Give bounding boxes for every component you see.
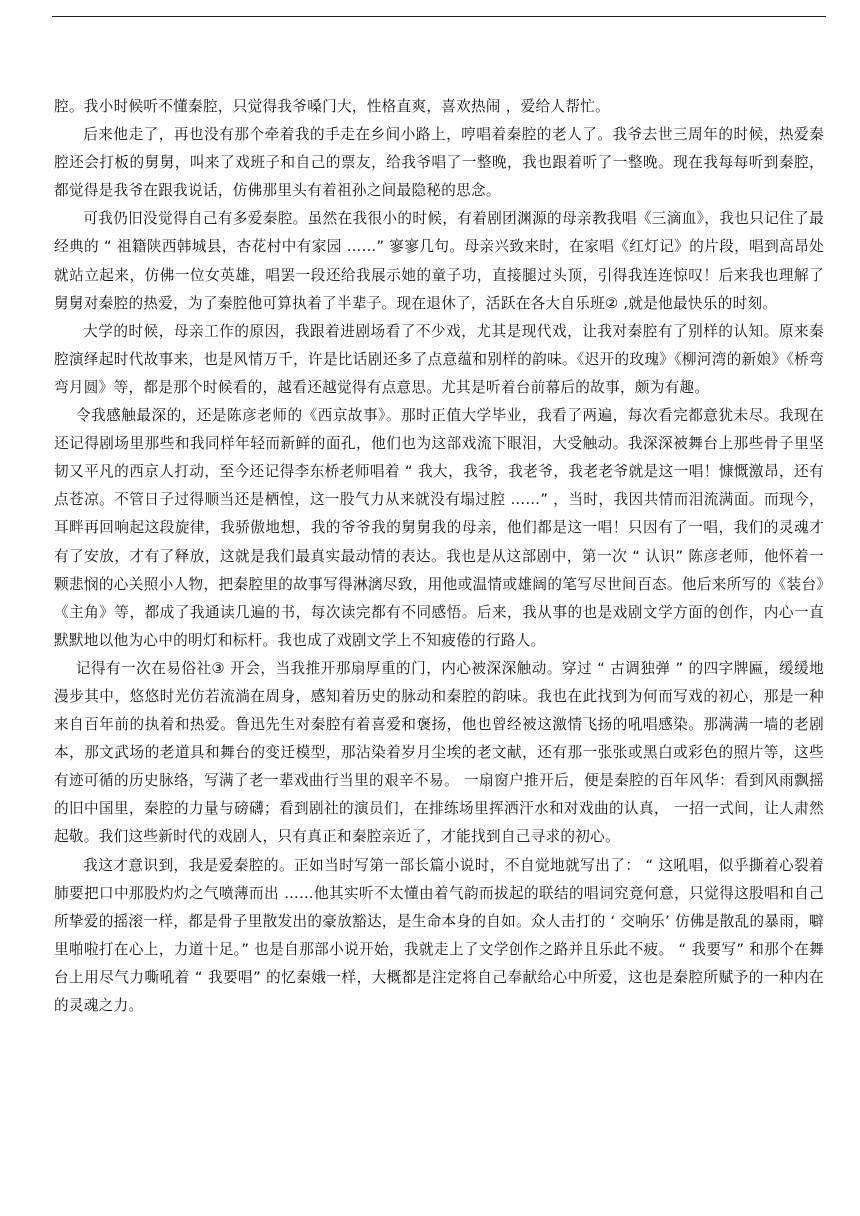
paragraph-1: 腔。我小时候听不懂秦腔，只觉得我爷嗓门大，性格直爽，喜欢热闹 ，爱给人帮忙。 (54, 98, 611, 115)
paragraph-7: 我这才意识到，我是爱秦腔的。正如当时写第一部长篇小说时，不自觉地就写出了： “ 这吼唱，似乎撕着心裂着肺要把口中那股灼灼之气喷薄而出 ……他其实听不太懂由着气韵而拔起的联结的唱词究竟何意，只觉得这股唱和自己所挚爱的摇滚一样，都是骨子里散发出的豪放豁达，是生命本身的自如。众人击打的 ‘ 交响乐’ 仿佛是散乱的暴雨，噼里啪啦打在心上，力道十足。” 也是自那部小说开始，我就走上了文学创作之路并且乐此不疲。 “ 我要写” 和那个在舞台上用尽气力嘶吼着 “ 我要唱” 的忆秦娥一样，大概都是注定将自己奉献给心中所爱，这也是秦腔所赋予的一种内在的灵魂之力。 (54, 856, 824, 1014)
paragraph-5: 令我感触最深的，还是陈彦老师的《西京故事》。那时正值大学毕业，我看了两遍，每次看完都意犹未尽。我现在还记得剧场里那些和我同样年轻而新鲜的面孔，他们也为这部戏流下眼泪，大受触动。我深深被舞台上那些骨子里坚韧又平凡的西京人打动，至今还记得李东桥老师唱着 “ 我大，我爷，我老爷，我老老爷就是这一唱！慷慨激昂，还有点苍凉。不管日子过得顺当还是栖惶，这一股气力从来就没有塌过腔 ……” ，当时，我因共情而泪流满面。而现今，耳畔再回响起这段旋律，我骄傲地想，我的爷爷我的舅舅我的母亲，他们都是这一唱！只因有了一唱，我们的灵魂才有了安放，才有了释放，这就是我们最真实最动情的表达。我也是从这部剧中，第一次 “ 认识” 陈彦老师，他怀着一颗悲悯的心关照小人物，把秦腔里的故事写得淋漓尽致，用他或温情或雄阔的笔写尽世间百态。他后来所写的《装台》《主角》等，都成了我通读几遍的书，每次读完都有不同感悟。后来，我从事的也是戏剧文学方面的创作，内心一直默默地以他为心中的明灯和标杆。我也成了戏剧文学上不知疲倦的行路人。 (54, 407, 824, 649)
paragraph-6: 记得有一次在易俗社③ 开会，当我推开那扇厚重的门，内心被深深触动。穿过 “ 古调独弹 ” 的四字牌匾，缓缓地漫步其中，悠悠时光仿若流淌在周身，感知着历史的脉动和秦腔的韵味。我也在此找到为何而写戏的初心，那是一种来自百年前的执着和热爱。鲁迅先生对秦腔有着喜爱和褒扬，他也曾经被这激情飞扬的吼唱感染。那满满一墙的老剧本，那文武场的老道具和舞台的变迁模型，那沾染着岁月尘埃的老文献，还有那一张张或黑白或彩色的照片等，这些有迹可循的历史脉络，写满了老一辈戏曲行当里的艰辛不易。 一扇窗户推开后，便是秦腔的百年风华：看到风雨飘摇的旧中国里，秦腔的力量与磅礴；看到剧社的演员们，在排练场里挥洒汗水和对戏曲的认真， 一招一式间，让人肃然起敬。我们这些新时代的戏剧人，只有真正和秦腔亲近了，才能找到自己寻求的初心。 (54, 659, 824, 846)
paragraph-3: 可我仍旧没觉得自己有多爱秦腔。虽然在我很小的时候，有着剧团渊源的母亲教我唱《三滴血》，我也只记住了最经典的 “ 祖籍陕西韩城县，杏花村中有家园 ……” 寥寥几句。母亲兴致来时，在家唱《红灯记》的片段，唱到高昂处就站立起来，仿佛一位女英雄，唱罢一段还给我展示她的童子功，直接腿过头顶，引得我连连惊叹！后来我也理解了舅舅对秦腔的热爱，为了秦腔他可算执着了半辈子。现在退休了，活跃在各大自乐班② ,就是他最快乐的时刻。 (54, 210, 824, 312)
header-rule (52, 16, 826, 17)
paragraph-2: 后来他走了，再也没有那个牵着我的手走在乡间小路上，哼唱着秦腔的老人了。我爷去世三周年的时候，热爱秦腔还会打板的舅舅，叫来了戏班子和自己的票友，给我爷唱了一整晚，我也跟着听了一整晚。现在我每每听到秦腔，都觉得是我爷在跟我说话，仿佛那里头有着祖孙之间最隐秘的思念。 (54, 126, 824, 200)
paragraph-4: 大学的时候，母亲工作的原因，我跟着进剧场看了不少戏，尤其是现代戏，让我对秦腔有了别样的认知。原来秦腔演绎起时代故事来，也是风情万千，许是比话剧还多了点意蕴和别样的韵味。《迟开的玫瑰》《柳河湾的新娘》《桥弯弯月圆》等，都是那个时候看的，越看还越觉得有点意思。尤其是听着台前幕后的故事，颇为有趣。 (54, 322, 824, 396)
article-body (54, 93, 824, 1020)
